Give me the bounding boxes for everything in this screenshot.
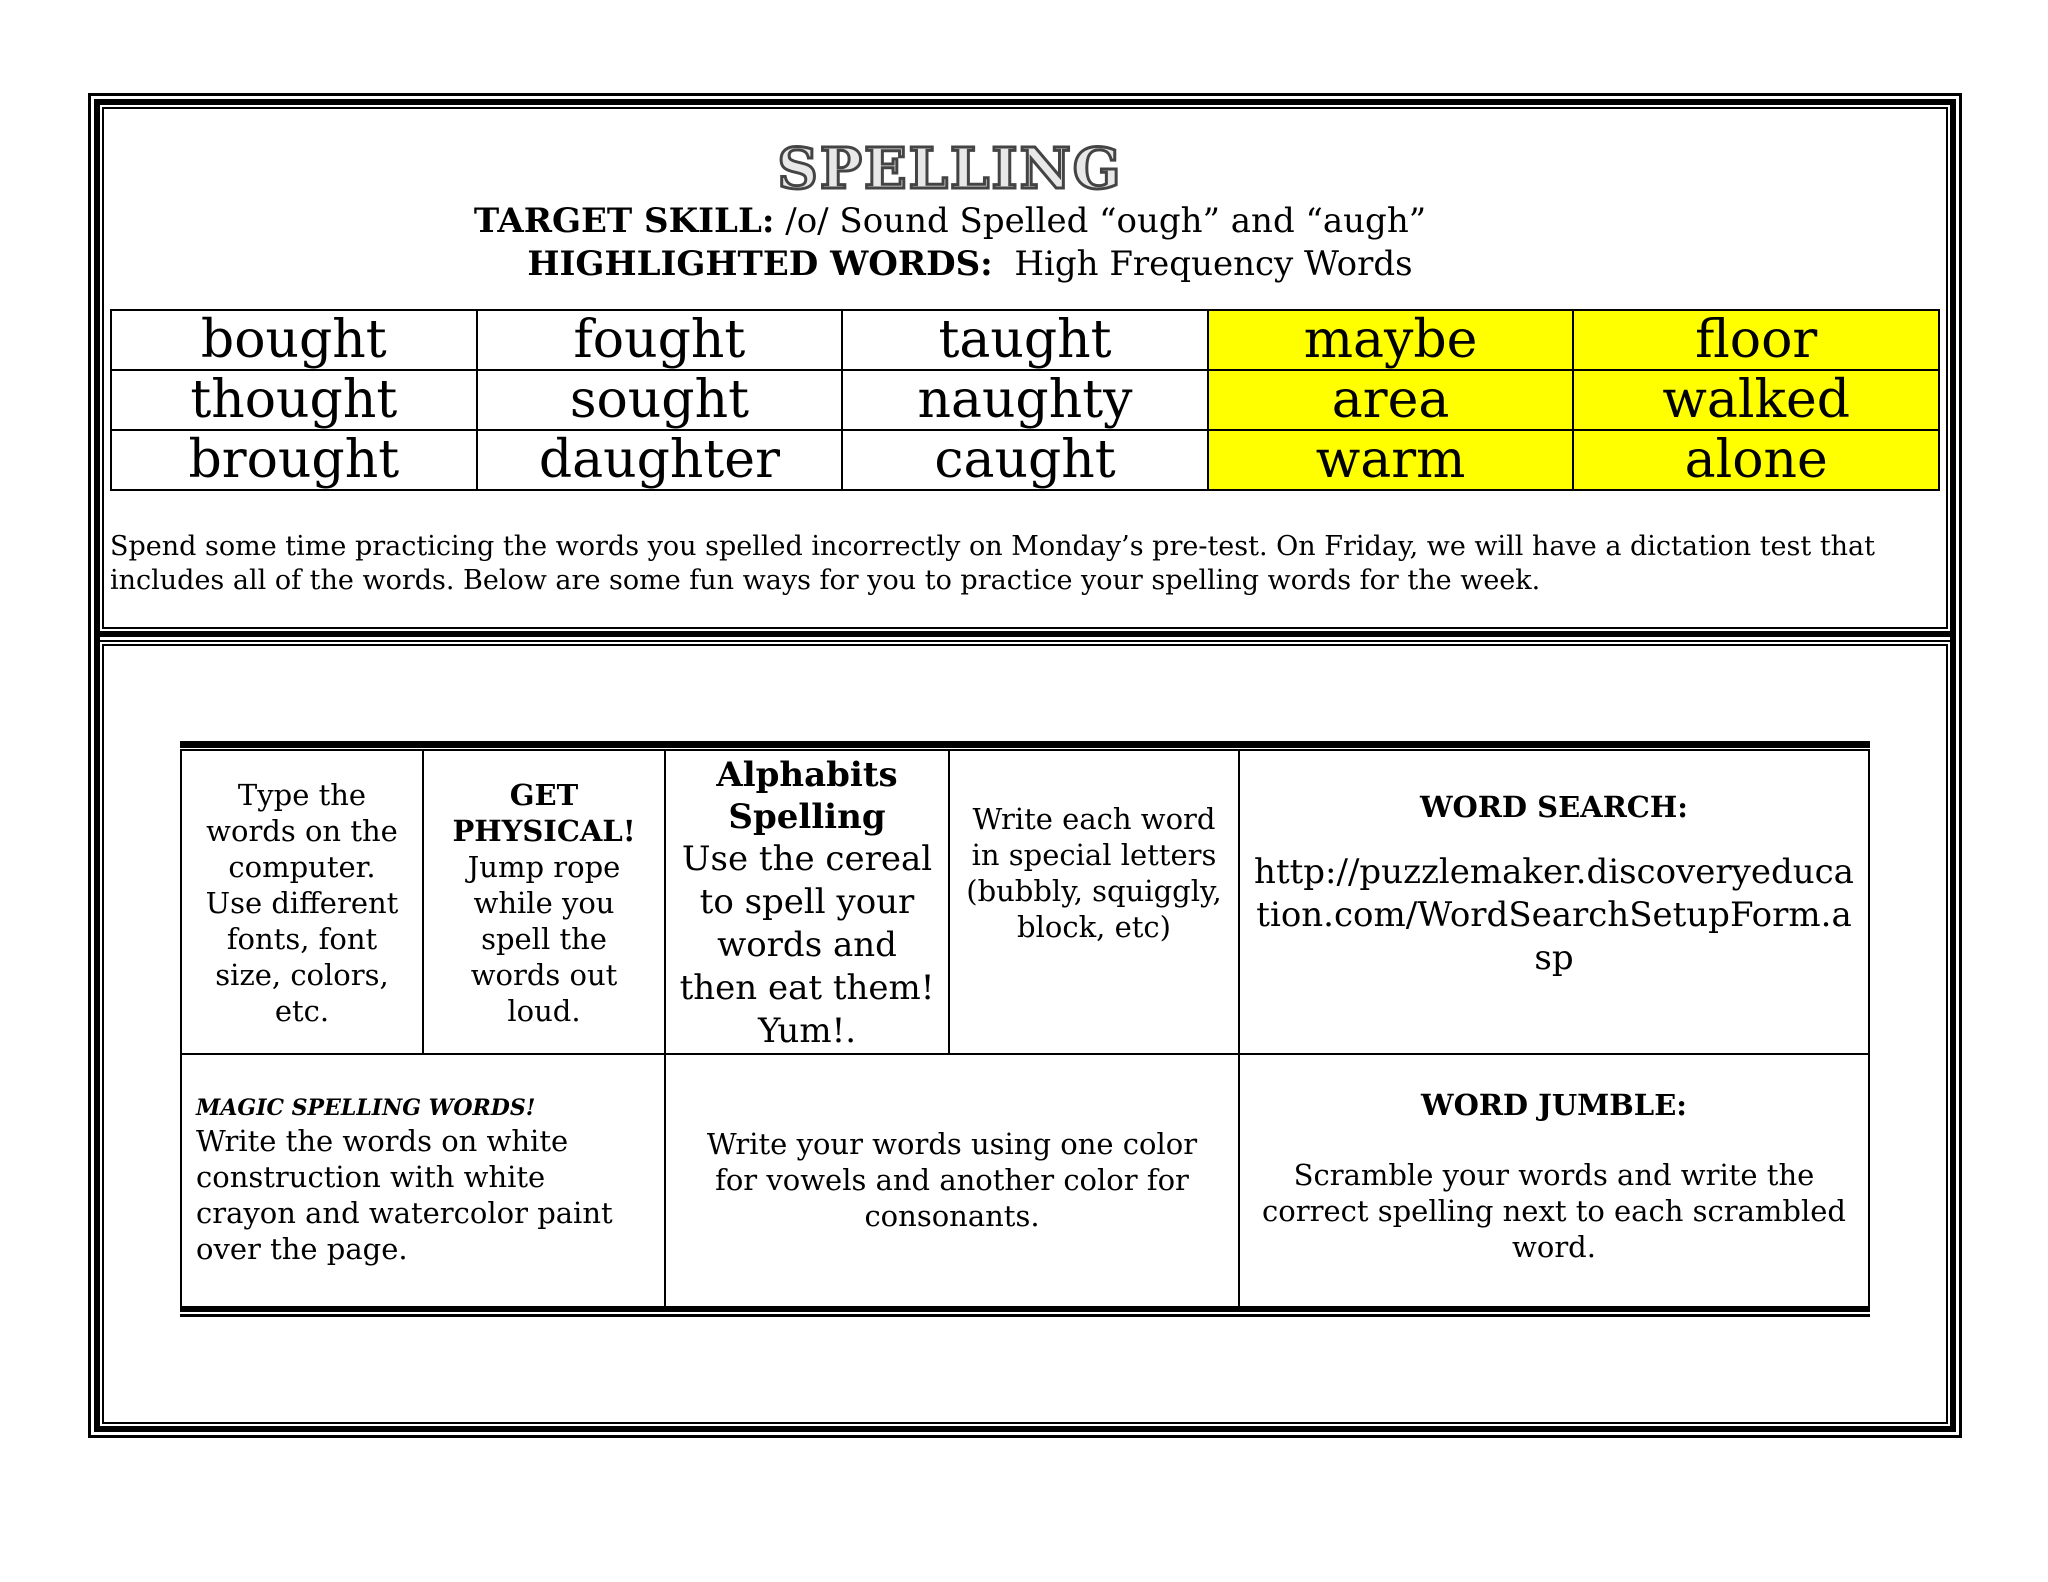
target-skill-label: TARGET SKILL: xyxy=(473,201,775,241)
activity-table-top-rule xyxy=(180,741,1870,751)
word-cell: thought xyxy=(111,370,477,430)
highlighted-word-cell: walked xyxy=(1573,370,1939,430)
highlighted-word-cell: warm xyxy=(1208,430,1574,490)
activity-table-bottom-rule xyxy=(180,1306,1870,1317)
word-cell: taught xyxy=(842,310,1208,370)
table-row xyxy=(111,370,1939,430)
activity-title: WORD SEARCH: xyxy=(1419,789,1688,824)
highlighted-word-cell: maybe xyxy=(1208,310,1574,370)
activity-alphabits xyxy=(666,753,948,1053)
activity-text: Write each word in special letters (bubbly, squiggly, block, etc) xyxy=(966,802,1222,944)
word-cell: sought xyxy=(477,370,843,430)
activity-title: WORD JUMBLE: xyxy=(1421,1088,1687,1122)
activity-get-physical xyxy=(424,753,664,1053)
activity-word-search xyxy=(1240,753,1868,1053)
activity-text: Type the words on the computer. Use different fonts, font size, colors, etc. xyxy=(205,778,399,1028)
word-cell: caught xyxy=(842,430,1208,490)
highlighted-word-cell: area xyxy=(1208,370,1574,430)
activity-special-letters xyxy=(950,753,1238,1053)
activity-text: Jump rope while you spell the words out loud. xyxy=(467,850,621,1028)
target-skill-value: /o/ Sound Spelled “ough” and “augh” xyxy=(785,201,1427,241)
activity-text: Write your words using one color for vowels and another color for consonants. xyxy=(706,1127,1198,1233)
word-cell: bought xyxy=(111,310,477,370)
activity-title: GET PHYSICAL! xyxy=(452,778,636,848)
activity-word-jumble xyxy=(1240,1055,1868,1305)
activity-type-words xyxy=(182,753,422,1053)
word-cell: daughter xyxy=(477,430,843,490)
highlighted-word-cell: floor xyxy=(1573,310,1939,370)
target-skill-line xyxy=(0,200,1900,242)
activity-title: Alphabits Spelling xyxy=(716,754,898,837)
instructions-line: Spend some time practicing the words you spelled incorrectly on Monday’s pre-test. On Friday, we will have a dictation test that xyxy=(110,531,1876,562)
section-divider xyxy=(94,631,1956,642)
highlighted-words-value: High Frequency Words xyxy=(1014,244,1413,284)
activity-text: Scramble your words and write the correct spelling next to each scrambled word. xyxy=(1262,1158,1846,1264)
instructions-paragraph xyxy=(110,530,1950,598)
word-cell: fought xyxy=(477,310,843,370)
table-row xyxy=(111,430,1939,490)
word-cell: naughty xyxy=(842,370,1208,430)
table-row xyxy=(111,310,1939,370)
table-border-right xyxy=(1868,751,1870,1307)
highlighted-words-label: HIGHLIGHTED WORDS: xyxy=(527,244,993,284)
activity-magic-spelling xyxy=(182,1055,664,1305)
activity-title: MAGIC SPELLING WORDS! xyxy=(196,1095,536,1121)
activity-vowel-colors xyxy=(666,1055,1238,1305)
spelling-word-table xyxy=(110,309,1940,491)
highlighted-word-cell: alone xyxy=(1573,430,1939,490)
word-cell: brought xyxy=(111,430,477,490)
highlighted-words-line xyxy=(20,243,1920,285)
instructions-line: includes all of the words. Below are some fun ways for you to practice your spelling words for the week. xyxy=(110,565,1541,596)
activity-text: Use the cereal to spell your words and then eat them! Yum!. xyxy=(679,838,935,1051)
page-title: SPELLING xyxy=(777,136,1123,202)
word-search-link[interactable]: http://puzzlemaker.discoveryeducation.com/WordSearchSetupForm.asp xyxy=(1254,851,1854,978)
activity-text: Write the words on white construction with white crayon and watercolor paint over the page. xyxy=(196,1124,613,1266)
